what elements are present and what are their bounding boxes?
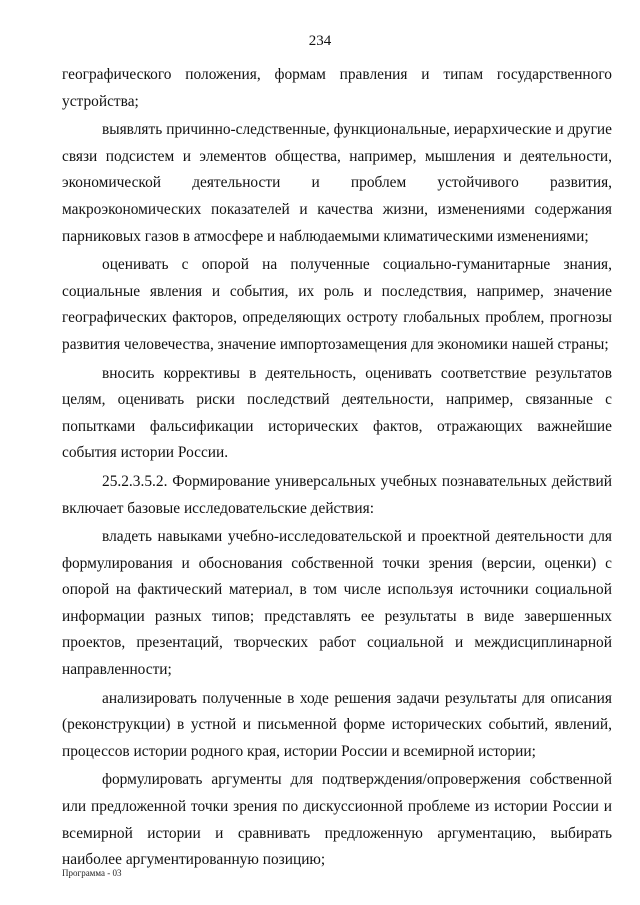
paragraph-continuation: географического положения, формам правления и типам государственного устройства; <box>62 66 612 110</box>
document-body <box>62 62 612 876</box>
paragraph-section-heading: 25.2.3.5.2. Формирование универсальных учебных познавательных действий включает базовые исследовательские действия: <box>62 472 612 517</box>
paragraph-research-skills: владеть навыками учебно-исследовательской и проектной деятельности для формулирования и обоснования собственной точки зрения (версии, оценки) с опорой на фактический материал, в том числе используя источники социальной информации разных типов; представлять ее результаты в виде завершенных проектов, презентаций, творческих работ социальной и междисциплинарной направленности; <box>62 528 612 679</box>
paragraph-analyze: анализировать полученные в ходе решения задачи результаты для описания (реконструкции) в устной и письменной форме исторических событий, явлений, процессов истории родного края, истории России и всемирной истории; <box>62 689 612 760</box>
paragraph-evaluate: оценивать с опорой на полученные социально-гуманитарные знания, социальные явления и события, их роль и последствия, например, значение географических факторов, определяющих остроту глобальных проблем, прогнозы развития человечества, значение импортозамещения для экономики нашей страны; <box>62 256 612 353</box>
paragraph-causal-links: выявлять причинно-следственные, функциональные, иерархические и другие связи подсистем и элементов общества, например, мышления и деятельности, экономической деятельности и проблем устойчивого развития, макроэкономических показателей и качества жизни, изменениями содержания парниковых газов в атмосфере и наблюдаемыми климатическими изменениями; <box>62 121 612 245</box>
footer-label: Программа - 03 <box>62 868 122 878</box>
page-number: 234 <box>308 33 332 49</box>
paragraph-arguments: формулировать аргументы для подтверждения/опровержения собственной или предложенной точки зрения по дискуссионной проблеме из истории России и всемирной истории и сравнивать предложенную аргументацию, выбирать наиболее аргументированную позицию; <box>62 771 612 869</box>
paragraph-corrections: вносить коррективы в деятельность, оценивать соответствие результатов целям, оценивать риски последствий деятельности, например, связанные с попытками фальсификации исторических фактов, отражающих важнейшие события истории России. <box>62 364 612 462</box>
